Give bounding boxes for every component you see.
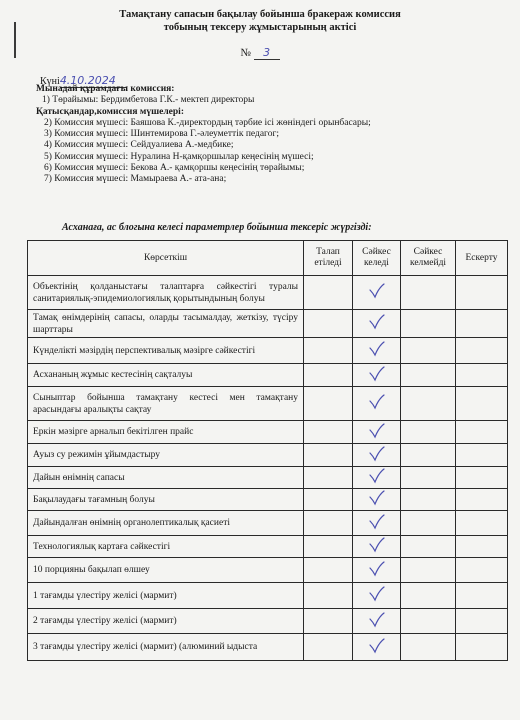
noncompliant-cell [401, 276, 456, 310]
commission-member: 2) Комиссия мүшесі: Баяшова К.-директордың тәрбие ісі жөніндегі орынбасары; [44, 117, 371, 128]
table-row [28, 364, 508, 387]
indicator-cell: 3 тағамды үлестіру желісі (мармит) (алюминий ыдыста [28, 634, 304, 661]
col-header-noncompliant: Сәйкес келмейді [401, 241, 456, 276]
compliant-cell [353, 276, 401, 310]
note-cell [456, 364, 508, 387]
note-cell [456, 634, 508, 661]
note-cell [456, 609, 508, 634]
required-cell [304, 364, 353, 387]
noncompliant-cell [401, 489, 456, 511]
compliant-cell [353, 310, 401, 338]
table-row [28, 467, 508, 489]
table-row [28, 558, 508, 583]
note-cell [456, 421, 508, 444]
check-mark-icon [368, 314, 386, 330]
note-cell [456, 536, 508, 558]
title-line-1: Тамақтану сапасын бақылау бойынша бракераж комиссия [119, 9, 401, 20]
indicator-cell: Дайын өнімнің сапасы [28, 467, 304, 489]
required-cell [304, 558, 353, 583]
col-header-indicator: Көрсеткіш [28, 241, 304, 276]
compliant-cell [353, 489, 401, 511]
check-mark-icon [368, 586, 386, 602]
check-mark-icon [368, 638, 386, 654]
act-number [0, 46, 520, 60]
check-mark-icon [368, 514, 386, 530]
compliant-cell [353, 387, 401, 421]
inspection-intro: Асханаға, ас блогына келесі параметрлер бойынша тексеріс жүргізді: [62, 222, 372, 233]
indicator-cell: Асхананың жұмыс кестесінің сақталуы [28, 364, 304, 387]
document-title [40, 8, 480, 34]
table-row [28, 421, 508, 444]
date-label: Күні [40, 76, 60, 87]
commission-block [36, 84, 490, 186]
required-cell [304, 310, 353, 338]
commission-member: 4) Комиссия мүшесі: Сейдуалиева А.-медбике; [44, 140, 234, 151]
commission-chair: 1) Төрайымы: Бердимбетова Г.К.- мектеп директоры [42, 95, 255, 106]
noncompliant-cell [401, 310, 456, 338]
col-header-required: Талап етіледі [304, 241, 353, 276]
check-mark-icon [368, 490, 386, 506]
noncompliant-cell [401, 467, 456, 489]
noncompliant-cell [401, 558, 456, 583]
required-cell [304, 489, 353, 511]
compliant-cell [353, 536, 401, 558]
required-cell [304, 467, 353, 489]
indicator-cell: Еркін мәзірге арналып бекітілген прайс [28, 421, 304, 444]
table-body [28, 276, 508, 661]
noncompliant-cell [401, 444, 456, 467]
commission-member: 7) Комиссия мүшесі: Мамыраева А.- ата-ана; [44, 174, 227, 185]
table-row [28, 634, 508, 661]
act-number-value: 3 [254, 46, 280, 60]
noncompliant-cell [401, 511, 456, 536]
required-cell [304, 511, 353, 536]
check-mark-icon [368, 283, 386, 299]
required-cell [304, 387, 353, 421]
noncompliant-cell [401, 338, 456, 364]
table-row [28, 489, 508, 511]
indicator-cell: 10 порцияны бақылап өлшеу [28, 558, 304, 583]
indicator-cell: 2 тағамды үлестіру желісі (мармит) [28, 609, 304, 634]
table-row [28, 338, 508, 364]
check-mark-icon [368, 366, 386, 382]
required-cell [304, 276, 353, 310]
table-row [28, 536, 508, 558]
commission-member: 6) Комиссия мүшесі: Бекова А.- қамқоршы кеңесінің төрайымы; [44, 163, 305, 174]
indicator-cell: Күнделікті мәзірдің перспективалық мәзірге сәйкестігі [28, 338, 304, 364]
compliant-cell [353, 511, 401, 536]
noncompliant-cell [401, 387, 456, 421]
noncompliant-cell [401, 364, 456, 387]
compliant-cell [353, 444, 401, 467]
act-number-prefix: № [240, 47, 251, 59]
check-mark-icon [368, 423, 386, 439]
indicator-cell: Дайындалған өнімнің органолептикалық қасиеті [28, 511, 304, 536]
check-mark-icon [368, 612, 386, 628]
note-cell [456, 444, 508, 467]
note-cell [456, 467, 508, 489]
note-cell [456, 310, 508, 338]
compliant-cell [353, 421, 401, 444]
table-row [28, 444, 508, 467]
participants-heading: Қатысқандар,комиссия мүшелері: [36, 106, 184, 117]
check-mark-icon [368, 394, 386, 410]
noncompliant-cell [401, 609, 456, 634]
required-cell [304, 536, 353, 558]
table-row [28, 609, 508, 634]
table-header-row [28, 241, 508, 276]
compliant-cell [353, 364, 401, 387]
required-cell [304, 338, 353, 364]
table-row [28, 310, 508, 338]
required-cell [304, 444, 353, 467]
inspection-table [27, 240, 508, 661]
noncompliant-cell [401, 536, 456, 558]
composition-heading: Мынадай құрамдағы комиссия: [36, 84, 175, 94]
compliant-cell [353, 558, 401, 583]
required-cell [304, 421, 353, 444]
compliant-cell [353, 609, 401, 634]
compliant-cell [353, 467, 401, 489]
table-row [28, 276, 508, 310]
check-mark-icon [368, 446, 386, 462]
required-cell [304, 634, 353, 661]
noncompliant-cell [401, 634, 456, 661]
check-mark-icon [368, 537, 386, 553]
title-line-2: тобының тексеру жұмыстарының актісі [163, 22, 357, 33]
indicator-cell: 1 тағамды үлестіру желісі (мармит) [28, 583, 304, 609]
indicator-cell: Объектінің қолданыстағы талаптарға сәйкестігі туралы санитариялық-эпидемиологиялық қорытындының болуы [28, 276, 304, 310]
compliant-cell [353, 583, 401, 609]
indicator-cell: Тамақ өнімдерінің сапасы, оларды тасымалдау, жеткізу, түсіру шарттары [28, 310, 304, 338]
noncompliant-cell [401, 583, 456, 609]
compliant-cell [353, 634, 401, 661]
compliant-cell [353, 338, 401, 364]
note-cell [456, 558, 508, 583]
col-header-note: Ескерту [456, 241, 508, 276]
commission-member: 5) Комиссия мүшесі: Нуралина Н-қамқоршылар кеңесінің мүшесі; [44, 151, 314, 162]
table-row [28, 511, 508, 536]
required-cell [304, 609, 353, 634]
table-row [28, 387, 508, 421]
indicator-cell: Бақылаудағы тағамның болуы [28, 489, 304, 511]
note-cell [456, 338, 508, 364]
note-cell [456, 276, 508, 310]
noncompliant-cell [401, 421, 456, 444]
col-header-compliant: Сәйкес келеді [353, 241, 401, 276]
required-cell [304, 583, 353, 609]
indicator-cell: Ауыз су режимін ұйымдастыру [28, 444, 304, 467]
date-value: 4.10.2024 [60, 74, 126, 88]
check-mark-icon [368, 561, 386, 577]
table-row [28, 583, 508, 609]
indicator-cell: Технологиялық картаға сәйкестігі [28, 536, 304, 558]
commission-member: 3) Комиссия мүшесі: Шинтемирова Г.-әлеуметтік педагог; [44, 129, 279, 140]
note-cell [456, 583, 508, 609]
indicator-cell: Сыныптар бойынша тамақтану кестесі мен тамақтану арасындағы аралықты сақтау [28, 387, 304, 421]
note-cell [456, 387, 508, 421]
check-mark-icon [368, 468, 386, 484]
note-cell [456, 489, 508, 511]
note-cell [456, 511, 508, 536]
check-mark-icon [368, 341, 386, 357]
